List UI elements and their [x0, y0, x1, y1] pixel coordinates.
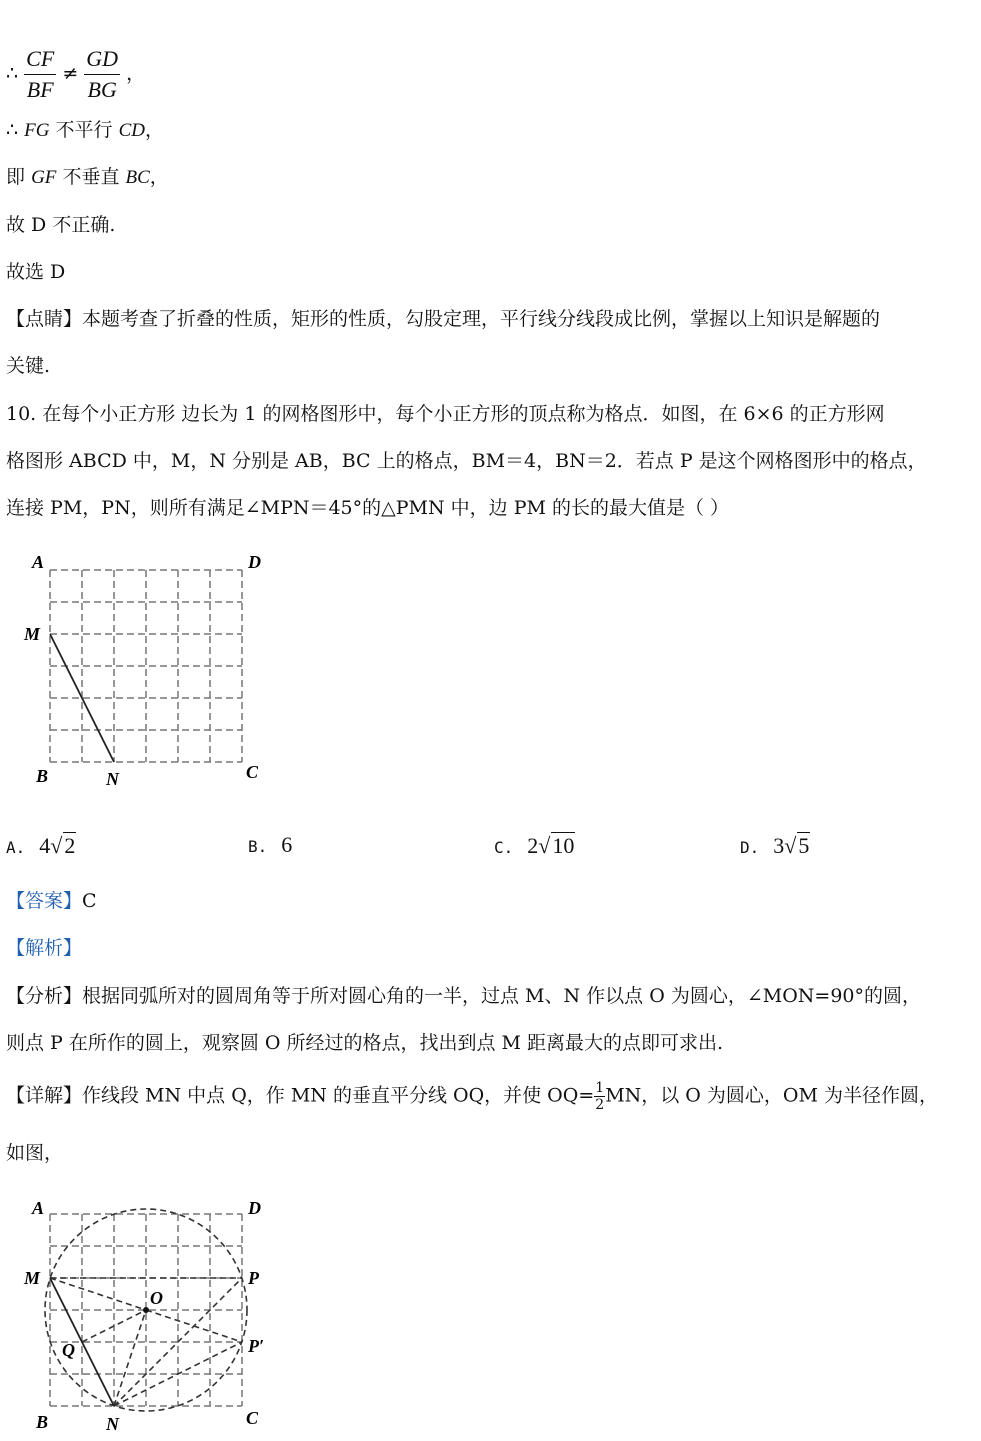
- label-a-2: A: [32, 1198, 45, 1218]
- answer-line: 【答案】C: [6, 890, 97, 912]
- detail-line-2: 如图，: [6, 1142, 64, 1164]
- neq-symbol: ≠: [62, 62, 79, 85]
- option-b[interactable]: B. 6: [248, 832, 293, 857]
- label-p: P: [248, 1268, 259, 1288]
- statement-gf-not-perpendicular: 即 GF 不垂直 BC，: [6, 166, 169, 188]
- question-line-2: 格图形 ABCD 中，M，N 分别是 AB，BC 上的格点，BM＝4，BN＝2．若点 P 是这个网格图形中的格点，: [6, 450, 927, 472]
- label-n-2: N: [106, 1414, 119, 1434]
- label-o: O: [150, 1288, 163, 1308]
- label-b-2: B: [36, 1412, 49, 1432]
- detail-line-1: 【详解】作线段 MN 中点 Q，作 MN 的垂直平分线 OQ，并使 OQ= $\frac{1}{2}MN$，以 O 为圆心，OM 为半径作圆，: [6, 1080, 938, 1113]
- label-c-2: C: [246, 1408, 259, 1428]
- label-d-2: D: [248, 1198, 261, 1218]
- analysis-line-2: 则点 P 在所作的圆上，观察圆 O 所经过的格点，找出到点 M 距离最大的点即可求出.: [6, 1032, 724, 1054]
- comment-tag: 【点睛】: [6, 308, 83, 330]
- option-c[interactable]: C. 2√10: [494, 833, 575, 858]
- analysis-line-1: 【分析】根据同弧所对的圆周角等于所对圆心角的一半，过点 M、N 作以点 O 为圆心，∠MON=90°的圆，: [6, 985, 922, 1007]
- option-a[interactable]: A. 4√2: [6, 833, 76, 858]
- grid-figure-1: [20, 548, 280, 793]
- label-a: A: [32, 552, 45, 572]
- label-m: M: [24, 624, 41, 644]
- statement-fg-not-parallel: ∴ FG 不平行 CD，: [6, 119, 164, 141]
- label-n: N: [106, 769, 119, 789]
- label-p-prime: P′: [248, 1336, 265, 1356]
- fraction-line: ∴ $\frac{CF}{BF}$ ≠ $\frac{GD}{BG}$ ，: [6, 44, 145, 105]
- fraction-gd-bg: $\frac{GD}{BG}$: [86, 46, 119, 102]
- grid-lines: [50, 570, 242, 762]
- grid-figure-2: [20, 1196, 290, 1436]
- point-o: [143, 1307, 149, 1313]
- fraction-cf-bf: $\frac{CF}{BF}$: [26, 46, 55, 102]
- question-line-3: 连接 PM，PN，则所有满足∠MPN＝45°的△PMN 中，边 PM 的长的最大值是（ ）: [6, 497, 730, 519]
- label-d: D: [248, 552, 261, 572]
- label-c: C: [246, 762, 259, 782]
- label-m-2: M: [24, 1268, 41, 1288]
- comment-line-2: 关键.: [6, 355, 51, 377]
- fraction-half: $\frac{1}{2}$: [595, 1080, 605, 1113]
- analysis-tag: 【解析】: [6, 937, 83, 959]
- label-b: B: [36, 766, 49, 786]
- label-q: Q: [62, 1340, 75, 1360]
- therefore-symbol: ∴: [6, 62, 19, 85]
- option-d[interactable]: D. 3√5: [740, 833, 810, 858]
- statement-choose-d: 故选 D: [6, 261, 66, 283]
- question-line-1: 10. 在每个小正方形 边长为 1 的网格图形中，每个小正方形的顶点称为格点．如图，在 6×6 的正方形网: [6, 403, 885, 425]
- statement-d-incorrect: 故 D 不正确.: [6, 214, 116, 236]
- answer-tag: 【答案】: [6, 890, 83, 912]
- comment-line-1: 【点睛】本题考查了折叠的性质，矩形的性质，勾股定理，平行线分线段成比例，掌握以上知识是解题的: [6, 308, 881, 330]
